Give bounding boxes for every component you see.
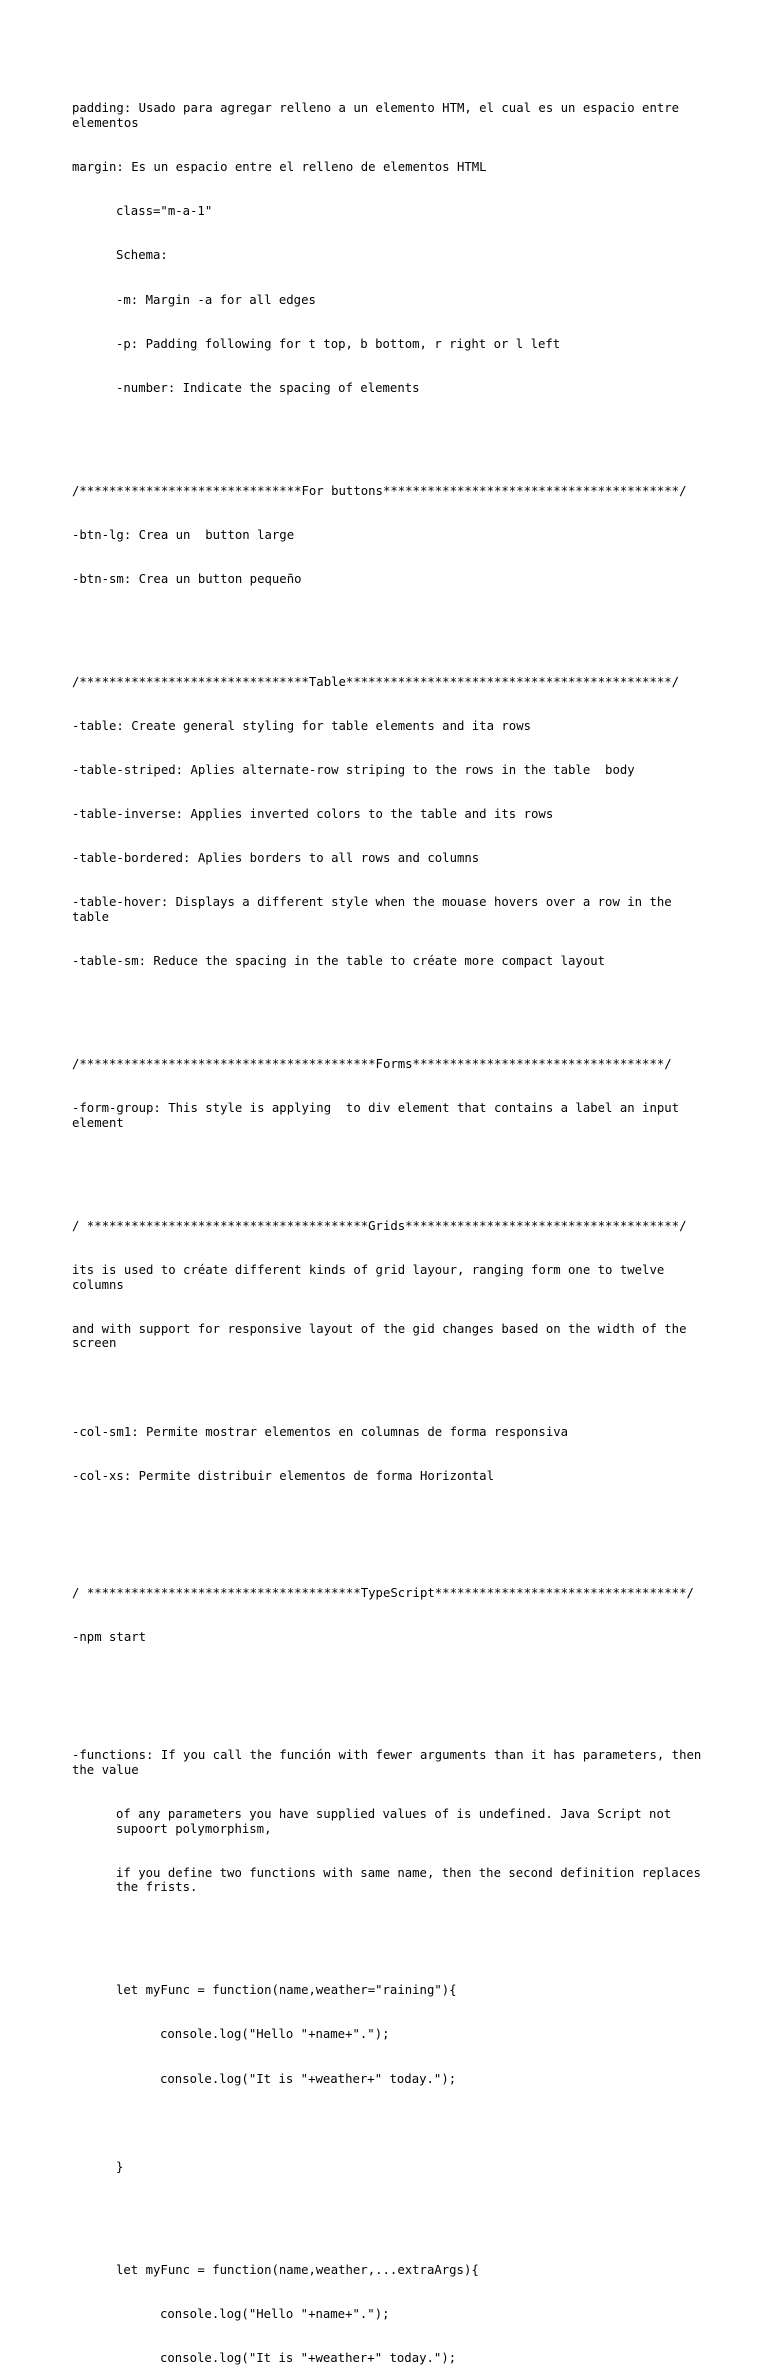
grids-header: / **************************************Grids*************************************/ bbox=[72, 1218, 687, 1233]
code-line: console.log("It is "+weather+" today."); bbox=[160, 2071, 457, 2086]
grids-description: its is used to créate different kinds of grid layour, ranging form one to twelve columns bbox=[72, 1262, 672, 1292]
table-item: -table: Create general styling for table elements and ita rows bbox=[72, 718, 532, 733]
grids-description: and with support for responsive layout of the gid changes based on the width of the screen bbox=[72, 1321, 694, 1351]
margin-note: margin: Es un espacio entre el relleno de elementos HTML bbox=[72, 160, 487, 175]
padding-note: padding: Usado para agregar relleno a un elemento HTM, el cual es un espacio entre elementos bbox=[72, 101, 687, 131]
table-item: -table-inverse: Applies inverted colors to the table and its rows bbox=[72, 807, 554, 822]
spacer bbox=[72, 2116, 712, 2131]
buttons-item: -btn-sm: Crea un button pequeño bbox=[72, 571, 302, 586]
spacer bbox=[72, 2204, 712, 2219]
code-line: console.log("Hello "+name+"."); bbox=[160, 2306, 390, 2321]
schema-item: -p: Padding following for t top, b bottom, r right or l left bbox=[116, 336, 561, 351]
spacer bbox=[72, 1381, 712, 1396]
table-item: -table-bordered: Aplies borders to all rows and columns bbox=[72, 851, 480, 866]
grids-item: -col-sm1: Permite mostrar elementos en columnas de forma responsiva bbox=[72, 1424, 569, 1439]
spacer bbox=[72, 1675, 712, 1704]
buttons-header: /******************************For buttons****************************************/ bbox=[72, 483, 687, 498]
code-line: console.log("It is "+weather+" today."); bbox=[160, 2350, 457, 2365]
spacer bbox=[72, 1160, 712, 1175]
schema-item: -m: Margin -a for all edges bbox=[116, 292, 316, 307]
functions-line: of any parameters you have supplied values of is undefined. Java Script not supoort polymorphism, bbox=[116, 1806, 679, 1836]
functions-intro: -functions: If you call the función with fewer arguments than it has parameters, then the value bbox=[72, 1748, 709, 1777]
spacer bbox=[72, 998, 712, 1013]
spacer bbox=[72, 1513, 712, 1542]
class-example: class="m-a-1" bbox=[116, 204, 213, 219]
table-header: /*******************************Table********************************************/ bbox=[72, 674, 680, 689]
code-line: } bbox=[116, 2159, 124, 2174]
schema-item: -number: Indicate the spacing of elements bbox=[116, 380, 420, 395]
schema-label: Schema: bbox=[116, 248, 168, 263]
spacer bbox=[72, 1924, 712, 1939]
document-page bbox=[72, 72, 712, 2380]
code-line: let myFunc = function(name,weather="raining"){ bbox=[116, 1983, 457, 1998]
npm-command: -npm start bbox=[72, 1630, 147, 1645]
table-item: -table-hover: Displays a different style when the mouase hovers over a row in the table bbox=[72, 895, 680, 925]
code-line: let myFunc = function(name,weather,...extraArgs){ bbox=[116, 2262, 479, 2277]
functions-line: if you define two functions with same name, then the second definition replaces the frists. bbox=[116, 1865, 709, 1895]
forms-header: /****************************************Forms**********************************/ bbox=[72, 1057, 672, 1072]
buttons-item: -btn-lg: Crea un button large bbox=[72, 527, 295, 542]
table-item: -table-sm: Reduce the spacing in the table to créate more compact layout bbox=[72, 954, 606, 969]
forms-item: -form-group: This style is applying to div element that contains a label an input element bbox=[72, 1101, 687, 1130]
spacer bbox=[72, 616, 712, 631]
code-line: console.log("Hello "+name+"."); bbox=[160, 2027, 390, 2042]
grids-item: -col-xs: Permite distribuir elementos de forma Horizontal bbox=[72, 1468, 494, 1483]
typescript-header: / *************************************TypeScript**********************************/ bbox=[72, 1586, 694, 1601]
table-item: -table-striped: Aplies alternate-row striping to the rows in the table body bbox=[72, 763, 635, 778]
spacer bbox=[72, 425, 712, 440]
